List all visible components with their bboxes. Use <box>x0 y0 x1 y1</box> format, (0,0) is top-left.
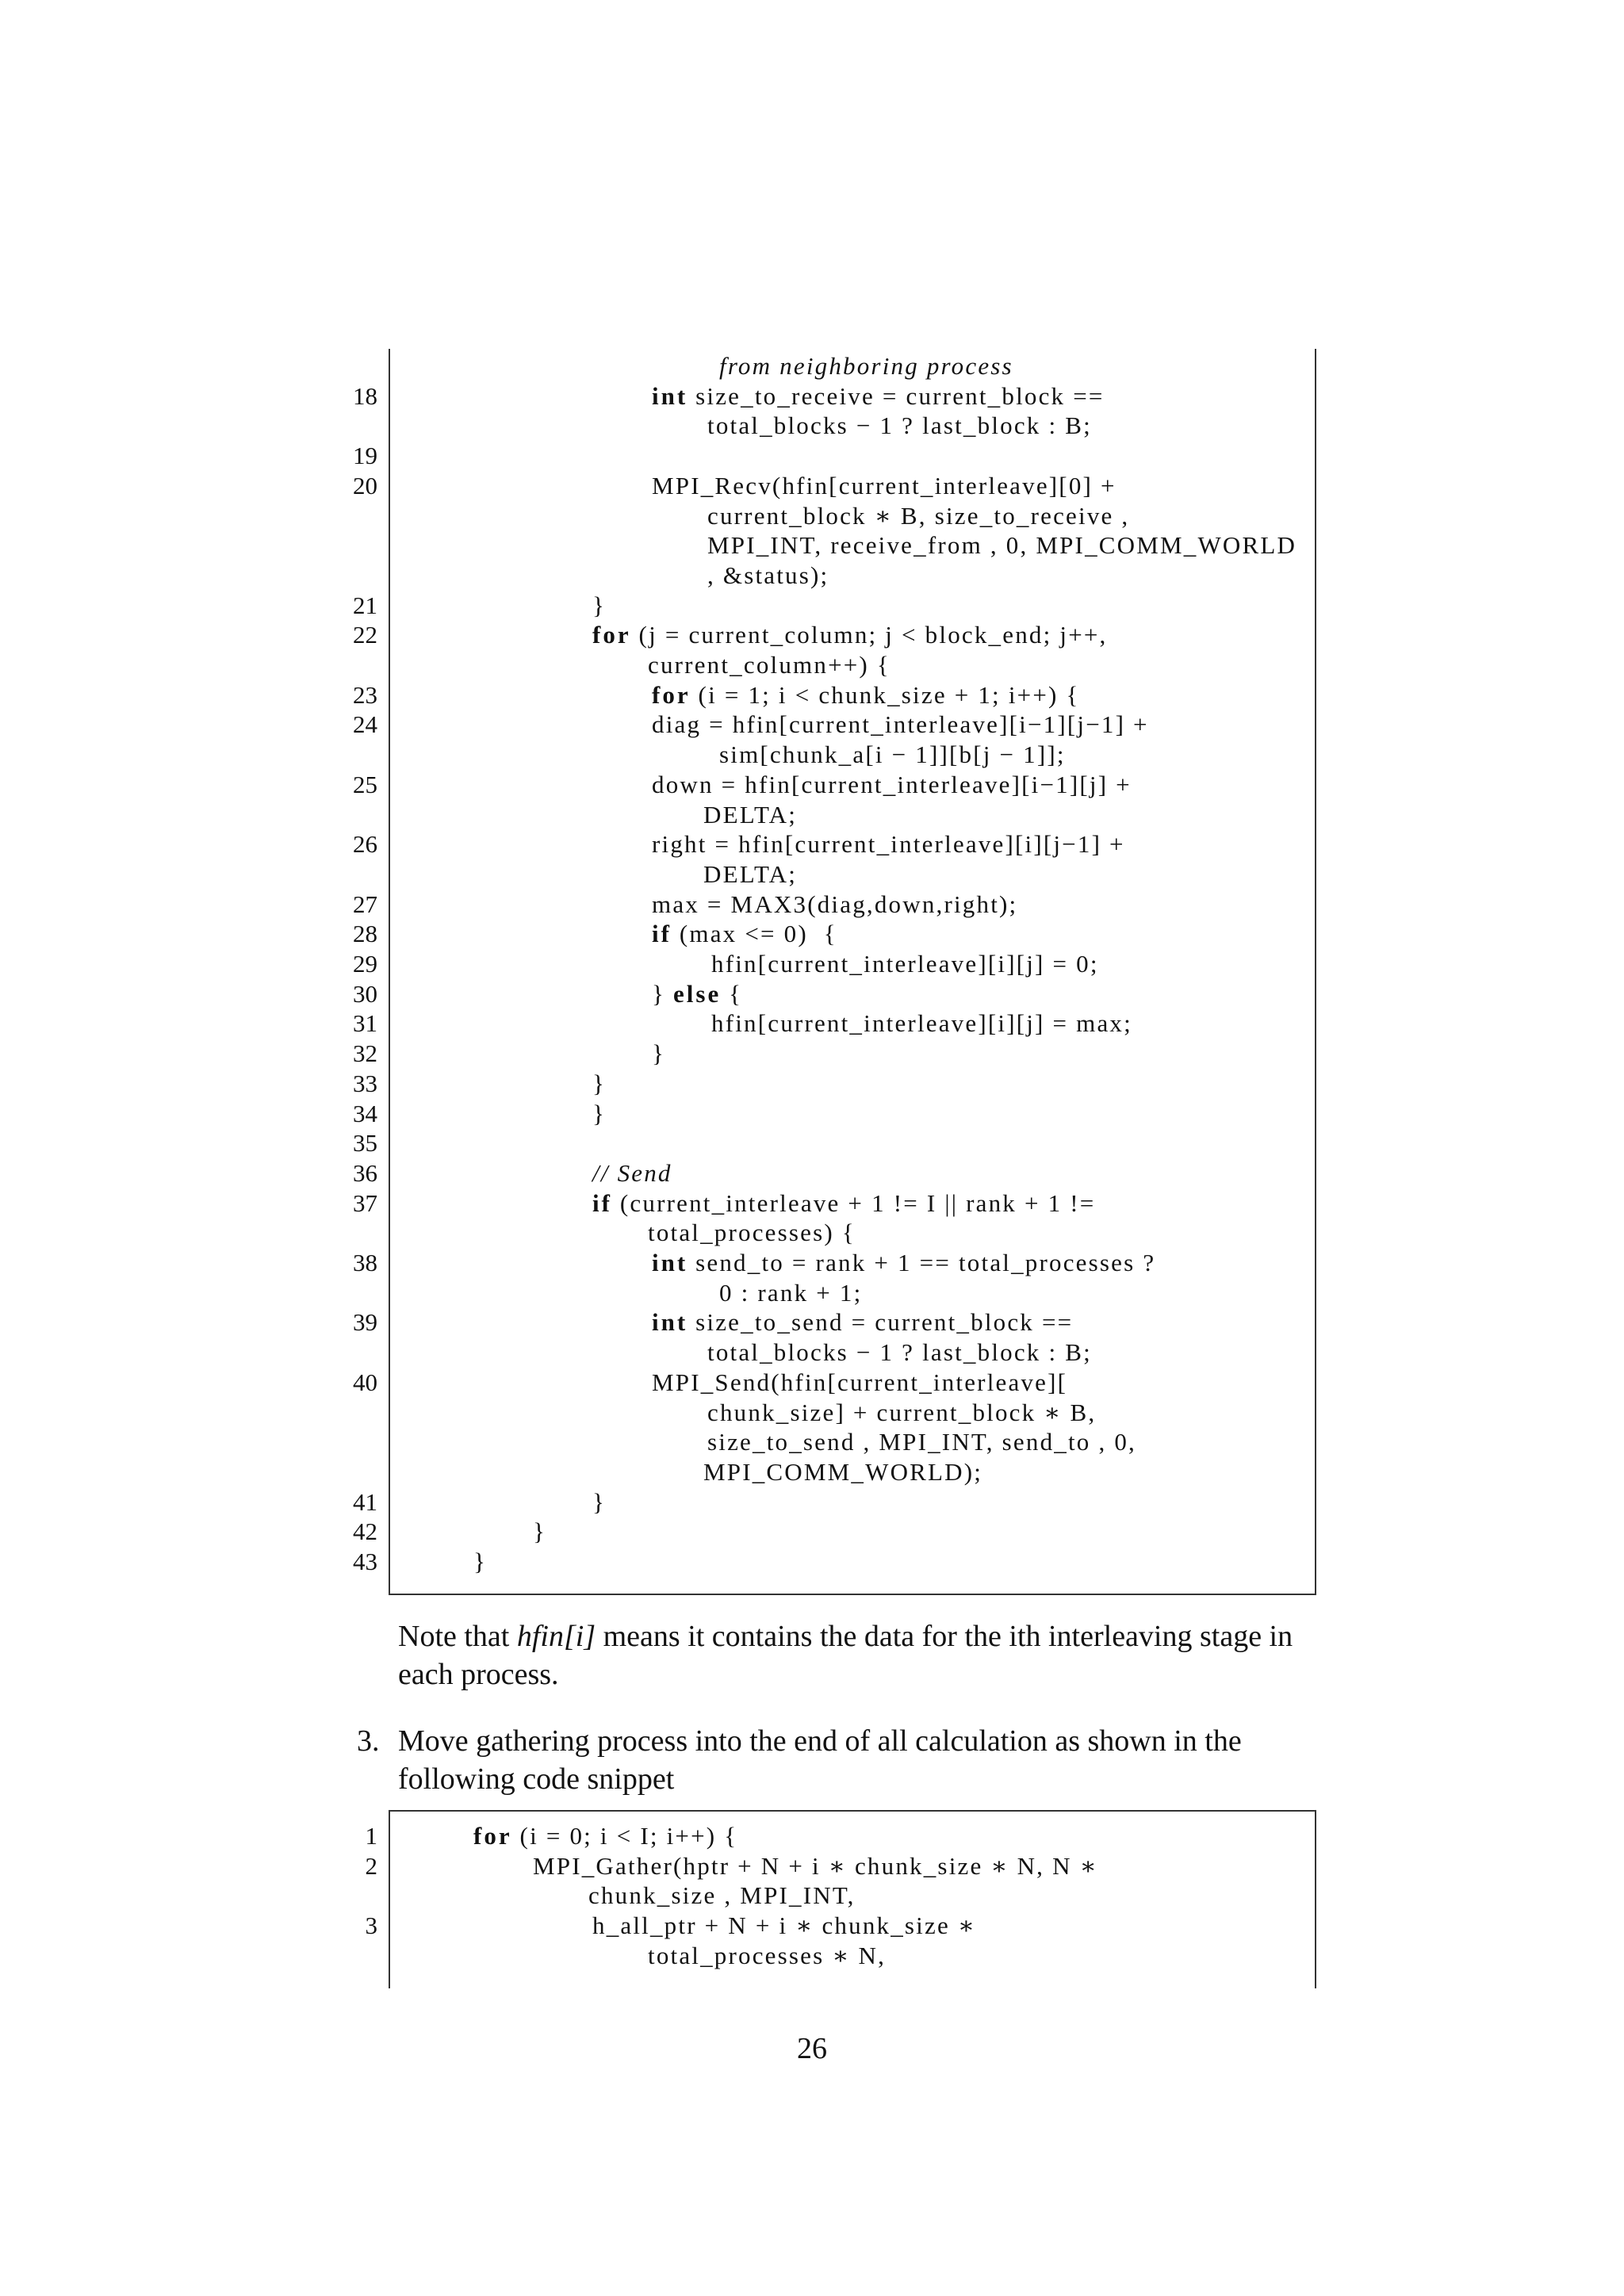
code-text <box>648 1942 886 1970</box>
line-number: 22 <box>353 621 377 649</box>
code-body: } <box>473 1548 488 1575</box>
code-body: } <box>592 1069 607 1097</box>
line-number: 40 <box>353 1368 377 1396</box>
code-line <box>353 1069 1316 1100</box>
line-number: 32 <box>353 1039 377 1068</box>
code-body: { <box>721 979 743 1008</box>
enumerated-item-3 <box>357 1722 1318 1798</box>
code-line <box>353 950 1316 980</box>
code-body: total_processes) { <box>648 1219 856 1247</box>
code-line <box>389 1399 1316 1429</box>
code-text <box>707 531 1297 560</box>
line-number: 31 <box>353 1009 377 1038</box>
code-text <box>652 920 837 948</box>
code-body: MPI_INT, receive_from , 0, MPI_COMM_WORLD <box>707 531 1297 560</box>
code-text <box>648 651 891 679</box>
code-body: MPI_Send(hfin[current_interleave][ <box>652 1368 1068 1396</box>
code-body: chunk_size] + current_block ∗ B, <box>707 1398 1097 1426</box>
code-text <box>592 1488 606 1517</box>
line-number: 35 <box>353 1129 377 1158</box>
code-line <box>353 979 1316 1010</box>
code-body: size_to_send = current_block == <box>688 1308 1074 1337</box>
line-number: 19 <box>353 442 377 470</box>
item-number: 3. <box>357 1724 380 1758</box>
code-keyword: for <box>473 1822 512 1850</box>
code-body: (i = 1; i < chunk_size + 1; i++) { <box>690 680 1080 709</box>
code-line <box>389 502 1316 532</box>
code-line <box>353 591 1316 622</box>
code-line <box>353 770 1316 801</box>
code-line <box>353 1368 1316 1399</box>
code-body: 0 : rank + 1; <box>719 1278 863 1307</box>
code-line <box>353 1129 1316 1159</box>
code-keyword: for <box>592 621 631 649</box>
code-body: max = MAX3(diag,down,right); <box>652 890 1018 918</box>
code-text <box>652 382 1105 411</box>
line-number: 43 <box>353 1548 377 1575</box>
line-number: 26 <box>353 830 377 859</box>
code-line <box>353 1099 1316 1130</box>
code-body: current_block ∗ B, size_to_receive , <box>707 501 1130 530</box>
code-line <box>389 1881 1316 1911</box>
line-number: 36 <box>353 1158 377 1187</box>
code-line <box>353 621 1316 651</box>
note-prefix: Note that <box>398 1620 517 1653</box>
code-line <box>389 1458 1316 1488</box>
note-suffix: means it contains the data for the ith interleaving stage in each process. <box>398 1620 1293 1691</box>
code-keyword: int <box>652 1308 688 1337</box>
code-line <box>353 710 1316 740</box>
line-number: 27 <box>353 890 377 918</box>
code-text <box>703 1458 982 1487</box>
code-text <box>652 1308 1073 1337</box>
code-body: total_processes ∗ N, <box>648 1941 887 1969</box>
code-text <box>533 1852 1098 1881</box>
code-text <box>652 681 1080 710</box>
code-text <box>592 1189 1095 1218</box>
code-line <box>389 801 1316 831</box>
code-body: (j = current_column; j < block_end; j++, <box>630 621 1108 649</box>
code-text <box>652 1039 665 1068</box>
line-number: 39 <box>353 1308 377 1337</box>
code-body: } <box>592 591 607 619</box>
line-number: 3 <box>365 1911 377 1940</box>
code-line <box>353 1487 1316 1518</box>
code-text <box>707 1399 1096 1427</box>
code-text <box>703 860 797 889</box>
code-body: MPI_COMM_WORLD); <box>703 1457 983 1486</box>
line-number: 18 <box>353 381 377 410</box>
line-number: 2 <box>365 1851 377 1880</box>
line-number: 29 <box>353 950 377 978</box>
code-text <box>533 1517 546 1546</box>
code-body: DELTA; <box>703 859 798 888</box>
line-number: 25 <box>353 770 377 798</box>
code-body: } <box>533 1517 547 1546</box>
code-body: total_blocks − 1 ? last_block : B; <box>707 1338 1092 1367</box>
page-number: 26 <box>797 2032 827 2065</box>
code-line <box>365 1822 1316 1852</box>
code-body: MPI_Recv(hfin[current_interleave][0] + <box>652 471 1116 499</box>
code-line <box>353 1308 1316 1338</box>
code-body: size_to_send , MPI_INT, send_to , 0, <box>707 1428 1136 1456</box>
line-number: 24 <box>353 710 377 739</box>
line-number: 37 <box>353 1188 377 1217</box>
code-line <box>353 471 1316 502</box>
code-line <box>389 1279 1316 1309</box>
code-body: , &status); <box>707 561 829 589</box>
line-number: 1 <box>365 1822 377 1850</box>
code-text <box>719 740 1066 769</box>
code-body: } <box>652 979 674 1008</box>
code-keyword: for <box>652 680 691 709</box>
code-body: right = hfin[current_interleave][i][j−1] + <box>652 830 1125 859</box>
code-body: sim[chunk_a[i − 1]][b[j − 1]]; <box>719 740 1066 769</box>
code-text <box>652 1249 1155 1277</box>
code-text <box>707 1338 1092 1367</box>
line-number: 34 <box>353 1099 377 1127</box>
code-keyword: int <box>652 1249 688 1276</box>
code-body: total_blocks − 1 ? last_block : B; <box>707 411 1092 440</box>
code-text <box>648 1219 856 1247</box>
code-line <box>389 860 1316 890</box>
code-keyword: if <box>652 920 672 948</box>
code-body: diag = hfin[current_interleave][i−1][j−1] + <box>652 710 1149 739</box>
code-body: DELTA; <box>703 800 798 828</box>
code-text <box>652 1368 1067 1397</box>
code-text <box>711 1009 1132 1038</box>
code-text <box>652 890 1017 919</box>
code-keyword: else <box>673 979 722 1008</box>
code-line <box>389 740 1316 771</box>
line-number: 38 <box>353 1249 377 1276</box>
code-body: size_to_receive = current_block == <box>688 381 1105 410</box>
code-line <box>389 1428 1316 1458</box>
code-line <box>389 1338 1316 1368</box>
note-emphasis: hfin[i] <box>516 1620 596 1653</box>
code-body: current_column++) { <box>648 651 891 679</box>
code-line <box>389 561 1316 591</box>
item-text: Move gathering process into the end of all calculation as shown in the following code snippet <box>398 1724 1242 1796</box>
code-listing-continued <box>353 349 1316 1595</box>
code-line <box>353 1188 1316 1219</box>
code-text <box>652 980 742 1008</box>
code-text <box>473 1548 487 1576</box>
code-keyword: if <box>592 1188 612 1217</box>
line-number: 42 <box>353 1517 377 1546</box>
code-body: (max <= 0) { <box>671 920 837 948</box>
code-text <box>719 352 1013 381</box>
code-line <box>353 381 1316 412</box>
code-body: // Send <box>592 1158 672 1187</box>
code-line <box>389 1219 1316 1249</box>
code-line <box>353 1548 1316 1578</box>
code-body: MPI_Gather(hptr + N + i ∗ chunk_size ∗ N, N ∗ <box>533 1851 1098 1880</box>
code-line <box>389 651 1316 681</box>
code-line <box>353 442 1316 472</box>
code-line <box>389 1942 1316 1972</box>
code-text <box>592 1070 606 1098</box>
code-line <box>353 890 1316 920</box>
code-text <box>473 1822 737 1850</box>
code-line <box>353 1158 1316 1189</box>
code-body: h_all_ptr + N + i ∗ chunk_size ∗ <box>592 1911 977 1940</box>
code-body: down = hfin[current_interleave][i−1][j] + <box>652 770 1132 798</box>
code-line <box>389 411 1316 442</box>
code-body: (i = 0; i < I; i++) { <box>511 1822 738 1850</box>
code-text <box>707 561 829 590</box>
code-line <box>353 1009 1316 1039</box>
code-line <box>353 920 1316 950</box>
line-number: 20 <box>353 471 377 499</box>
code-body: hfin[current_interleave][i][j] = 0; <box>711 950 1099 978</box>
code-line <box>353 1249 1316 1279</box>
code-line <box>389 352 1316 382</box>
code-text <box>707 1428 1136 1456</box>
code-body: } <box>592 1099 607 1127</box>
code-line <box>365 1851 1316 1882</box>
line-number: 21 <box>353 591 377 619</box>
code-listing-gather <box>365 1810 1316 1988</box>
code-text <box>707 411 1092 440</box>
code-body: from neighboring process <box>719 352 1013 380</box>
code-text <box>592 621 1108 649</box>
line-number: 30 <box>353 979 377 1008</box>
code-text <box>652 830 1125 859</box>
line-number: 28 <box>353 920 377 948</box>
code-keyword: int <box>652 381 688 410</box>
code-text <box>703 801 797 829</box>
line-number: 23 <box>353 680 377 709</box>
code-text <box>652 710 1149 739</box>
code-line <box>353 1517 1316 1548</box>
code-body: } <box>592 1487 607 1516</box>
note-paragraph <box>398 1617 1318 1693</box>
code-body: hfin[current_interleave][i][j] = max; <box>711 1009 1132 1038</box>
code-body: (current_interleave + 1 != I || rank + 1 != <box>611 1188 1096 1217</box>
code-text <box>652 472 1116 500</box>
code-line <box>365 1911 1316 1942</box>
code-text <box>652 771 1132 799</box>
code-text <box>711 950 1099 978</box>
code-body: chunk_size , MPI_INT, <box>588 1881 856 1910</box>
code-line <box>389 531 1316 561</box>
code-text <box>592 591 606 620</box>
code-line <box>353 830 1316 860</box>
code-line <box>353 680 1316 711</box>
code-body: } <box>652 1039 666 1068</box>
code-line <box>353 1039 1316 1070</box>
line-number: 33 <box>353 1069 377 1097</box>
code-text <box>592 1159 672 1188</box>
code-text <box>592 1100 606 1128</box>
code-text <box>588 1881 856 1910</box>
line-number: 41 <box>353 1487 377 1516</box>
code-text <box>707 502 1129 530</box>
code-text <box>719 1279 862 1307</box>
code-text <box>592 1911 976 1940</box>
code-body: send_to = rank + 1 == total_processes ? <box>688 1249 1156 1276</box>
